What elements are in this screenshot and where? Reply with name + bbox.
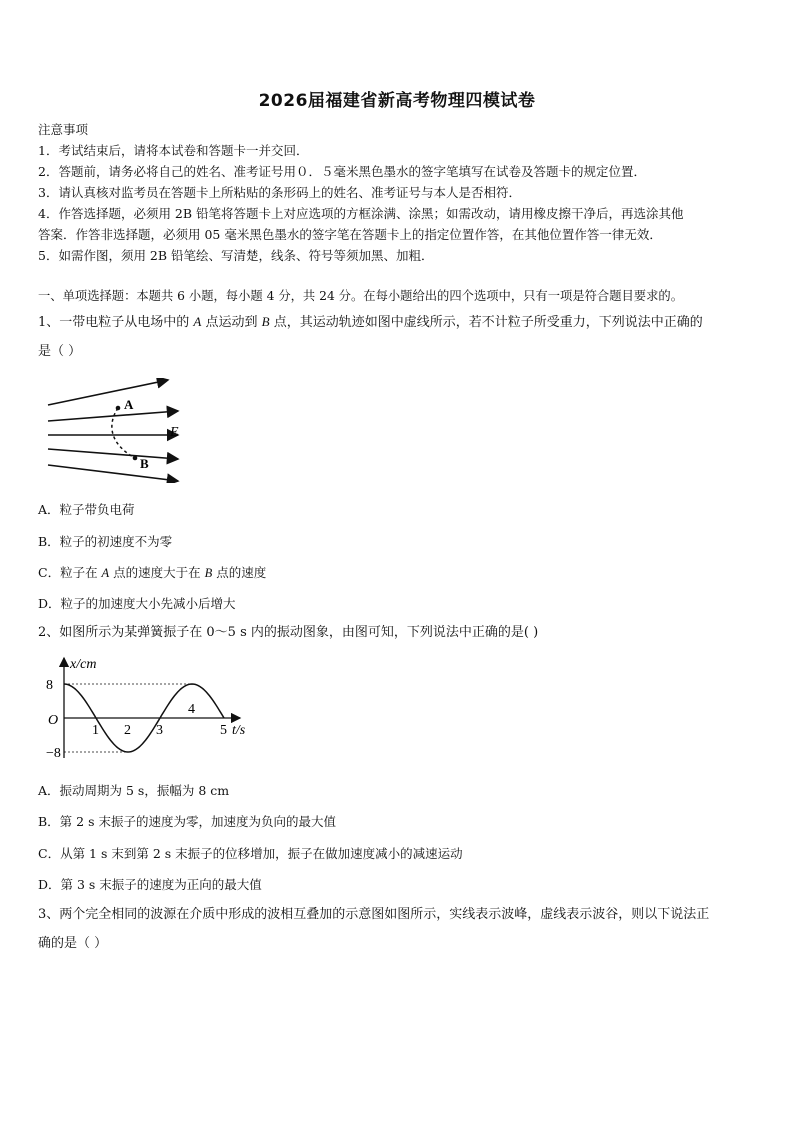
notice-item-4: 4．作答选择题，必须用 2B 铅笔将答题卡上对应选项的方框涂满、涂黑；如需改动，请用橡皮擦干净后，再选涂其他 xyxy=(38,206,684,221)
notice-item-1: 1．考试结束后，请将本试卷和答题卡一并交回． xyxy=(38,143,309,158)
x-tick-label: 4 xyxy=(188,702,195,717)
point-a-label: A xyxy=(124,397,134,412)
field-line xyxy=(48,380,168,405)
q2-option-c: C．从第 1 s 末到第 2 s 末振子的位移增加，振子在做加速度减小的减速运动 xyxy=(38,846,463,861)
point-b-label: B xyxy=(140,456,149,471)
q3-stem-line2: 确的是（ ） xyxy=(38,936,108,951)
q2-vibration-chart xyxy=(40,650,270,765)
y-tick-label: 8 xyxy=(46,678,53,693)
x-tick-label: 5 xyxy=(220,723,227,738)
q1-stem-line2: 是（ ） xyxy=(38,344,82,359)
q3-stem: 3、两个完全相同的波源在介质中形成的波相互叠加的示意图如图所示，实线表示波峰，虚线表示波谷，则以下说法正 xyxy=(38,907,710,922)
notice-heading: 注意事项 xyxy=(38,122,89,137)
notice-item-3: 3．请认真核对监考员在答题卡上所粘贴的条形码上的姓名、准考证号与本人是否相符． xyxy=(38,185,521,200)
notice-item-4-cont: 答案．作答非选择题，必须用 05 毫米黑色墨水的签字笔在答题卡上的指定位置作答，在其他位置作答一律无效． xyxy=(38,227,662,242)
q1-option-d: D．粒子的加速度大小先减小后增大 xyxy=(38,596,236,611)
y-tick-label: −8 xyxy=(46,746,61,761)
x-tick-label: 1 xyxy=(92,723,99,738)
notice-item-5: 5．如需作图，须用 2B 铅笔绘、写清楚，线条、符号等须加黑、加粗． xyxy=(38,248,434,263)
field-line xyxy=(48,449,178,459)
q1-stem: 1、一带电粒子从电场中的 A 点运动到 B 点，其运动轨迹如图中虚线所示，若不计粒子所受重力，下列说法中正确的 xyxy=(38,314,703,330)
x-axis-label: t/s xyxy=(232,723,246,738)
x-tick-label: 3 xyxy=(156,723,163,738)
point-a-dot xyxy=(116,406,121,411)
point-b-dot xyxy=(133,456,138,461)
field-lines xyxy=(48,380,178,481)
section-heading: 一、单项选择题：本题共 6 小题，每小题 4 分，共 24 分。在每小题给出的四个选项中，只有一项是符合题目要求的。 xyxy=(38,289,683,303)
q2-option-d: D．第 3 s 末振子的速度为正向的最大值 xyxy=(38,877,262,892)
x-tick-label: 2 xyxy=(124,723,131,738)
notice-item-2: 2．答题前，请务必将自己的姓名、准考证号用０．５毫米黑色墨水的签字笔填写在试卷及答题卡的规定位置． xyxy=(38,164,646,179)
q2-option-a: A．振动周期为 5 s，振幅为 8 cm xyxy=(38,783,230,798)
field-e-label: E xyxy=(170,425,179,440)
q1-option-a: A．粒子带负电荷 xyxy=(38,502,135,517)
q1-option-b: B．粒子的初速度不为零 xyxy=(38,534,173,549)
origin-label: O xyxy=(48,713,59,728)
q2-option-b: B．第 2 s 末振子的速度为零，加速度为负向的最大值 xyxy=(38,814,336,829)
q2-stem: 2、如图所示为某弹簧振子在 0～5 s 内的振动图象，由图可知，下列说法中正确的是( ) xyxy=(38,625,539,640)
field-line xyxy=(48,465,178,481)
q1-option-c: C．粒子在 A 点的速度大于在 B 点的速度 xyxy=(38,565,267,580)
q1-field-figure xyxy=(40,378,190,483)
exam-title: 2026届福建省新高考物理四模试卷 xyxy=(258,91,536,111)
y-axis-label: x/cm xyxy=(70,657,97,672)
